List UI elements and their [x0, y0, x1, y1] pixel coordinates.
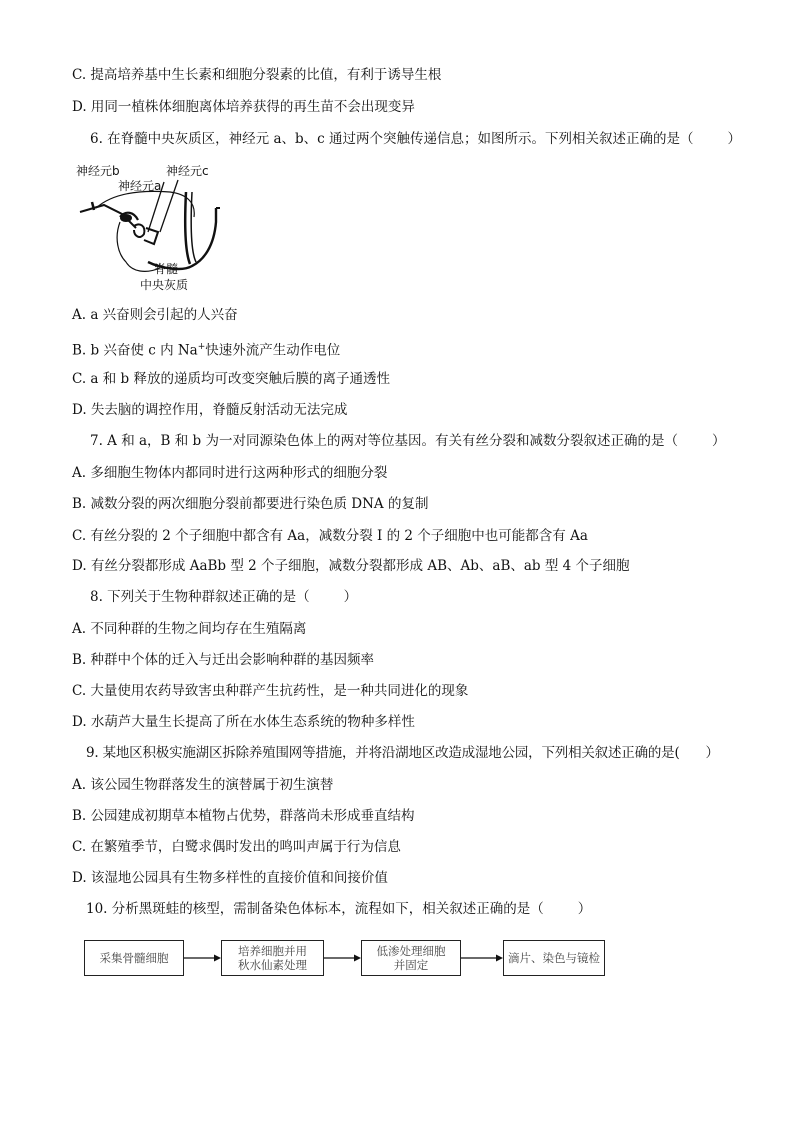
question-7-stem	[90, 432, 726, 450]
option-6a: A. a 兴奋则会引起的人兴奋	[72, 307, 238, 323]
question-10-stem	[86, 900, 591, 918]
flow-step-stain-microscopy: 滴片、染色与镜检	[503, 940, 605, 976]
option-7a: A. 多细胞生物体内都同时进行这两种形式的细胞分裂	[72, 465, 388, 481]
option-6b-text-end: 快速外流产生动作电位	[205, 342, 341, 359]
option-5d: D. 用同一植株体细胞离体培养获得的再生苗不会出现变异	[72, 99, 415, 115]
option-6d: D. 失去脑的调控作用，脊髓反射活动无法完成	[72, 402, 348, 418]
option-8a: A. 不同种群的生物之间均存在生殖隔离	[72, 621, 307, 637]
close-paren: ）	[343, 589, 358, 605]
close-paren: ）	[705, 745, 719, 761]
option-8d: D. 水葫芦大量生长提高了所在水体生态系统的物种多样性	[72, 714, 415, 730]
flow-step-culture-colchicine: 培养细胞并用 秋水仙素处理	[221, 940, 324, 976]
question-6-text: 6. 在脊髓中央灰质区，神经元 a、b、c 通过两个突触传递信息；如图所示。下列相关叙述正确的是（	[90, 131, 694, 147]
option-9c: C. 在繁殖季节，白鹭求偶时发出的鸣叫声属于行为信息	[72, 839, 401, 855]
flow-step-collect-cells: 采集骨髓细胞	[84, 940, 184, 976]
label-neuron-a: 神经元a	[118, 179, 162, 193]
option-6b	[72, 338, 340, 360]
close-paren: ）	[577, 901, 592, 917]
close-paren: ）	[727, 131, 742, 147]
question-8-stem	[90, 588, 357, 606]
question-6-stem	[90, 130, 741, 148]
option-9b: B. 公园建成初期草本植物占优势，群落尚未形成垂直结构	[72, 808, 415, 824]
option-6c: C. a 和 b 释放的递质均可改变突触后膜的离子通透性	[72, 371, 390, 387]
option-8b: B. 种群中个体的迁入与迁出会影响种群的基因频率	[72, 652, 375, 668]
option-7d: D. 有丝分裂都形成 AaBb 型 2 个子细胞，减数分裂都形成 AB、Ab、aB、ab 型 4 个子细胞	[72, 558, 630, 574]
label-neuron-b: 神经元b	[76, 164, 120, 178]
question-7-text: 7. A 和 a，B 和 b 为一对同源染色体上的两对等位基因。有关有丝分裂和减数分裂叙述正确的是（	[90, 433, 678, 449]
superscript-plus: +	[197, 342, 206, 352]
option-8c: C. 大量使用农药导致害虫种群产生抗药性，是一种共同进化的现象	[72, 683, 469, 699]
close-paren: ）	[712, 433, 726, 449]
label-spinal-cord: 脊髓	[154, 262, 179, 276]
label-central-gray-matter: 中央灰质	[140, 278, 189, 292]
option-6b-text-start: B. b 兴奋使 c 内 Na	[72, 342, 198, 359]
option-7c: C. 有丝分裂的 2 个子细胞中都含有 Aa，减数分裂 Ⅰ 的 2 个子细胞中也可能都含有 Aa	[72, 528, 588, 544]
spinal-cord-diagram	[74, 162, 234, 292]
karyotype-flowchart	[84, 938, 614, 980]
question-9-stem	[86, 744, 719, 762]
option-9d: D. 该湿地公园具有生物多样性的直接价值和间接价值	[72, 870, 388, 886]
option-9a: A. 该公园生物群落发生的演替属于初生演替	[72, 777, 334, 793]
question-10-text: 10. 分析黑斑蛙的核型，需制备染色体标本，流程如下，相关叙述正确的是（	[86, 901, 544, 917]
label-neuron-c: 神经元c	[166, 164, 209, 178]
question-9-text: 9. 某地区积极实施湖区拆除养殖围网等措施，并将沿湖地区改造成湿地公园，下列相关叙述正确的是(	[86, 745, 680, 761]
question-8-text: 8. 下列关于生物种群叙述正确的是（	[90, 589, 310, 605]
flow-step-hypotonic-fix: 低渗处理细胞 并固定	[361, 940, 461, 976]
option-5c: C. 提高培养基中生长素和细胞分裂素的比值，有利于诱导生根	[72, 67, 442, 83]
option-7b: B. 减数分裂的两次细胞分裂前都要进行染色质 DNA 的复制	[72, 496, 429, 512]
